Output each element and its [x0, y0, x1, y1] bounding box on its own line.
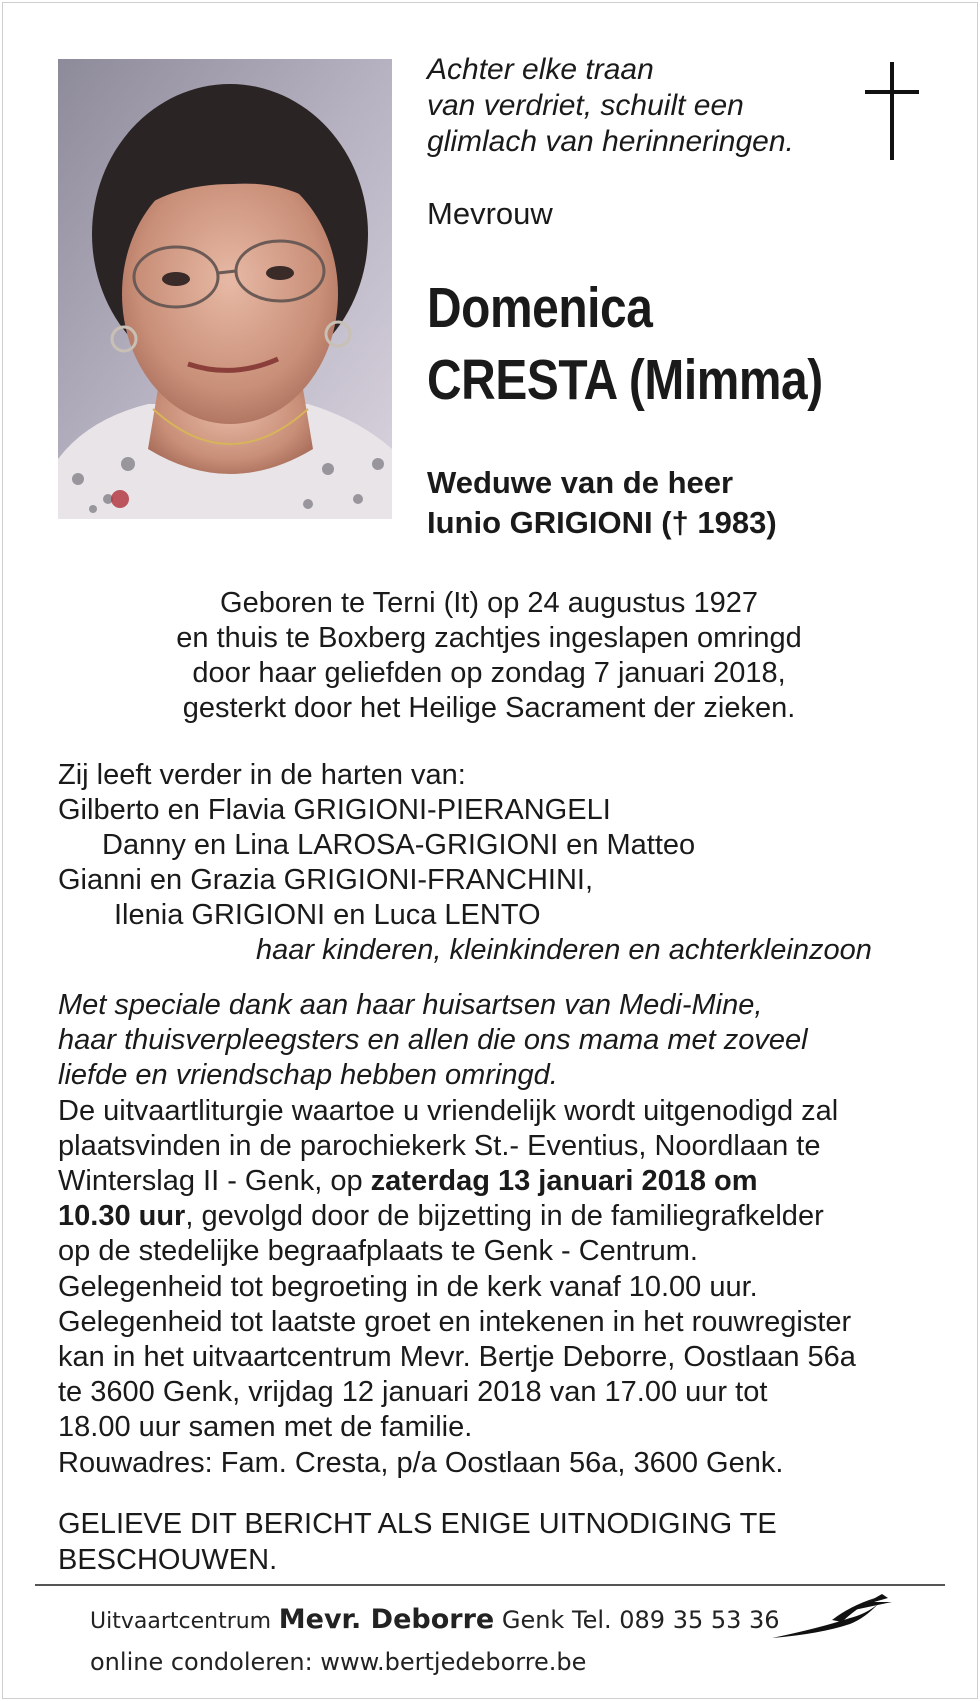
widow-line: Iunio GRIGIONI († 1983)	[427, 505, 777, 540]
quote-line: van verdriet, schuilt een	[427, 89, 744, 122]
thanks-line: liefde en vriendschap hebben omringd.	[58, 1059, 558, 1092]
funeral-line: De uitvaartliturgie waartoe u vriendelijk wordt uitgenodigd zal	[58, 1094, 839, 1127]
first-name: Domenica	[427, 276, 653, 340]
funeral-text: , gevolgd door de bijzetting in de familiegrafkelder	[185, 1200, 824, 1233]
footer-firm: Mevr. Deborre	[278, 1604, 495, 1635]
birth-line: gesterkt door het Heilige Sacrament der zieken.	[182, 692, 796, 724]
honorific: Mevrouw	[427, 196, 553, 231]
notice-line: GELIEVE DIT BERICHT ALS ENIGE UITNODIGING TE	[58, 1508, 777, 1540]
footer-phone: Tel. 089 35 53 36	[571, 1606, 780, 1634]
funeral-line: Gelegenheid tot begroeting in de kerk vanaf 10.00 uur.	[58, 1270, 758, 1303]
funeral-line: te 3600 Genk, vrijdag 12 januari 2018 van 17.00 uur tot	[58, 1376, 768, 1409]
footer-line-1	[90, 1600, 780, 1642]
funeral-text: Winterslag II - Genk, op	[58, 1165, 371, 1198]
funeral-line	[58, 1164, 938, 1199]
last-name: CRESTA (Mimma)	[427, 348, 823, 412]
quote	[427, 52, 827, 160]
cross-icon	[862, 62, 922, 162]
deceased-name	[427, 272, 823, 416]
family-relation: haar kinderen, kleinkinderen en achterkleinzoon	[256, 934, 872, 966]
funeral-time: 10.30 uur	[58, 1200, 186, 1233]
footer-divider	[35, 1584, 945, 1586]
birth-death-details	[58, 586, 920, 726]
funeral-line: plaatsvinden in de parochiekerk St.- Eventius, Noordlaan te	[58, 1129, 821, 1162]
notice-line: BESCHOUWEN.	[58, 1544, 278, 1576]
thanks-line: Met speciale dank aan haar huisartsen van Medi-Mine,	[58, 989, 763, 1021]
funeral-home-footer	[90, 1600, 780, 1682]
quote-line: glimlach van herinneringen.	[427, 125, 794, 158]
funeral-line: kan in het uitvaartcentrum Mevr. Bertje Deborre, Oostlaan 56a	[58, 1341, 856, 1374]
portrait-photo	[58, 59, 392, 519]
funeral-line: op de stedelijke begraafplaats te Genk - Centrum.	[58, 1235, 698, 1268]
footer-label: Uitvaartcentrum	[90, 1609, 272, 1634]
funeral-details	[58, 988, 938, 1481]
birth-line: door haar geliefden op zondag 7 januari 2018,	[192, 657, 786, 689]
funeral-date: zaterdag 13 januari 2018 om	[370, 1165, 758, 1198]
invitation-notice	[58, 1506, 938, 1578]
funeral-line: 18.00 uur samen met de familie.	[58, 1411, 473, 1444]
quote-line: Achter elke traan	[427, 53, 654, 86]
family-list	[58, 758, 938, 968]
family-line: Danny en Lina LAROSA-GRIGIONI en Matteo	[102, 829, 696, 861]
footer-online[interactable]: online condoleren: www.bertjedeborre.be	[90, 1648, 587, 1676]
footer-place: Genk	[501, 1606, 565, 1634]
widow-of	[427, 463, 777, 543]
mourning-address: Rouwadres: Fam. Cresta, p/a Oostlaan 56a, 3600 Genk.	[58, 1446, 784, 1479]
thanks-line: haar thuisverpleegsters en allen die ons mama met zoveel	[58, 1024, 808, 1057]
family-intro: Zij leeft verder in de harten van:	[58, 759, 466, 791]
funeral-line: Gelegenheid tot laatste groet en intekenen in het rouwregister	[58, 1305, 852, 1338]
birth-line: Geboren te Terni (It) op 24 augustus 1927	[220, 587, 758, 619]
family-line: Gilberto en Flavia GRIGIONI-PIERANGELI	[58, 794, 611, 826]
family-line: Gianni en Grazia GRIGIONI-FRANCHINI,	[58, 864, 593, 896]
family-line: Ilenia GRIGIONI en Luca LENTO	[114, 899, 541, 931]
bird-logo	[770, 1590, 900, 1650]
funeral-line	[58, 1199, 938, 1234]
birth-line: en thuis te Boxberg zachtjes ingeslapen omringd	[176, 622, 802, 654]
widow-line: Weduwe van de heer	[427, 465, 734, 500]
